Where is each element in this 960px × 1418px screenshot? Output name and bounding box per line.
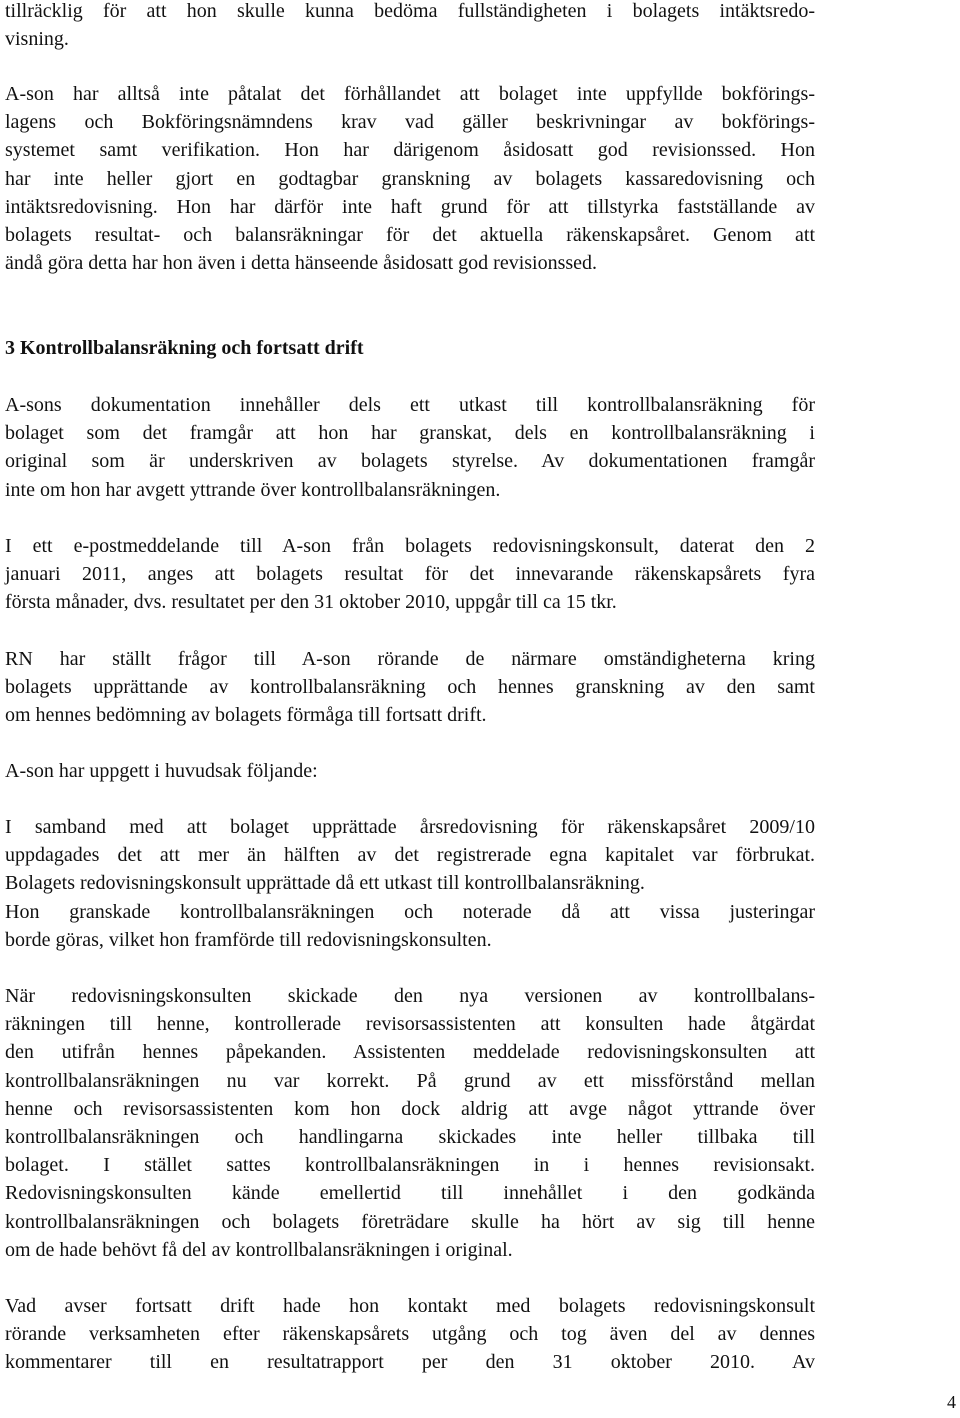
text-line: kontrollbalansräkningen nu var korrekt. På grund av ett missförstånd mellan (5, 1069, 815, 1092)
text-line: första månader, dvs. resultatet per den 31 oktober 2010, uppgår till ca 15 tkr. (5, 591, 617, 614)
text-line: räkningen till henne, kontrollerade revisorsassistenten att konsulten hade åtgärdat (5, 1013, 815, 1036)
paragraph (5, 645, 815, 730)
text-line: januari 2011, anges att bolagets resultat för det innevarande räkenskapsårets fyra (5, 563, 815, 586)
text-line: bolaget som det framgår att hon har granskat, dels en kontrollbalansräkning i (5, 422, 815, 445)
text-line: A-son har uppgett i huvudsak följande: (5, 760, 318, 782)
paragraph (5, 0, 815, 53)
text-line: bolagets upprättande av kontrollbalansräkning och hennes granskning av den samt (5, 676, 815, 699)
text-line: kontrollbalansräkningen och handlingarna skickades inte heller tillbaka till (5, 1125, 815, 1148)
text-line: original som är underskriven av bolagets styrelse. Av dokumentationen framgår (5, 450, 815, 473)
text-line: lagens och Bokföringsnämndens krav vad gäller beskrivningar av bokförings- (5, 111, 815, 134)
text-line: den utifrån hennes påpekanden. Assistenten meddelade redovisningskonsulten att (5, 1041, 815, 1064)
text-line: uppdagades det att mer än hälften av det registrerade egna kapitalet var förbrukat. (5, 844, 815, 867)
text-line: A-son har alltså inte påtalat det förhållandet att bolaget inte uppfyllde bokförings- (5, 83, 815, 105)
text-line: rörande verksamheten efter räkenskapsårets utgång och tog även del av dennes (5, 1323, 815, 1346)
text-line: har inte heller gjort en godtagbar granskning av bolagets kassaredovisning och (5, 167, 815, 190)
page-number: 4 (947, 1392, 956, 1412)
text-line: I ett e-postmeddelande till A-son från bolagets redovisningskonsult, daterat den 2 (5, 535, 815, 557)
text-line: När redovisningskonsulten skickade den nya versionen av kontrollbalans- (5, 985, 815, 1007)
text-line: intäktsredovisning. Hon har därför inte haft grund för att tillstyrka fastställande av (5, 195, 815, 218)
paragraph (5, 982, 815, 1264)
text-line: visning. (5, 28, 69, 51)
paragraph (5, 757, 815, 785)
text-line: inte om hon har avgett yttrande över kontrollbalansräkningen. (5, 478, 501, 501)
paragraph (5, 80, 815, 277)
text-line: Hon granskade kontrollbalansräkningen och noterade då att vissa justeringar (5, 900, 815, 923)
text-line: om de hade behövt få del av kontrollbalansräkningen i original. (5, 1238, 513, 1261)
text-line: bolaget. I stället sattes kontrollbalansräkningen in i hennes revisionsakt. (5, 1154, 815, 1177)
text-line: Redovisningskonsulten kände emellertid till innehållet i den godkända (5, 1182, 815, 1205)
text-line: om hennes bedömning av bolagets förmåga till fortsatt drift. (5, 704, 487, 727)
text-line: systemet samt verifikation. Hon har därigenom åsidosatt god revisionssed. Hon (5, 139, 815, 162)
text-line: bolagets resultat- och balansräkningar för det aktuella räkenskapsåret. Genom att (5, 223, 815, 246)
paragraph (5, 1292, 815, 1377)
section-heading: 3 Kontrollbalansräkning och fortsatt drift (5, 337, 364, 359)
text-line: I samband med att bolaget upprättade årsredovisning för räkenskapsåret 2009/10 (5, 816, 815, 838)
text-line: A-sons dokumentation innehåller dels ett utkast till kontrollbalansräkning för (5, 394, 815, 416)
text-line: kommentarer till en resultatrapport per den 31 oktober 2010. Av (5, 1351, 815, 1374)
text-line: ändå göra detta har hon även i detta hänseende åsidosatt god revisionssed. (5, 252, 598, 275)
text-line: Vad avser fortsatt drift hade hon kontakt med bolagets redovisningskonsult (5, 1295, 815, 1317)
text-line: tillräcklig för att hon skulle kunna bedöma fullständigheten i bolagets intäktsredo- (5, 0, 815, 22)
paragraph (5, 391, 815, 504)
text-line: kontrollbalansräkningen och bolagets företrädare skulle ha hört av sig till henne (5, 1210, 815, 1233)
paragraph (5, 532, 815, 617)
paragraph (5, 813, 815, 954)
text-line: Bolagets redovisningskonsult upprättade då ett utkast till kontrollbalansräkning. (5, 872, 645, 895)
text-line: borde göras, vilket hon framförde till redovisningskonsulten. (5, 928, 492, 951)
text-line: henne och revisorsassistenten kom hon dock aldrig att avge något yttrande över (5, 1097, 815, 1120)
text-line: RN har ställt frågor till A-son rörande de närmare omständigheterna kring (5, 648, 815, 670)
